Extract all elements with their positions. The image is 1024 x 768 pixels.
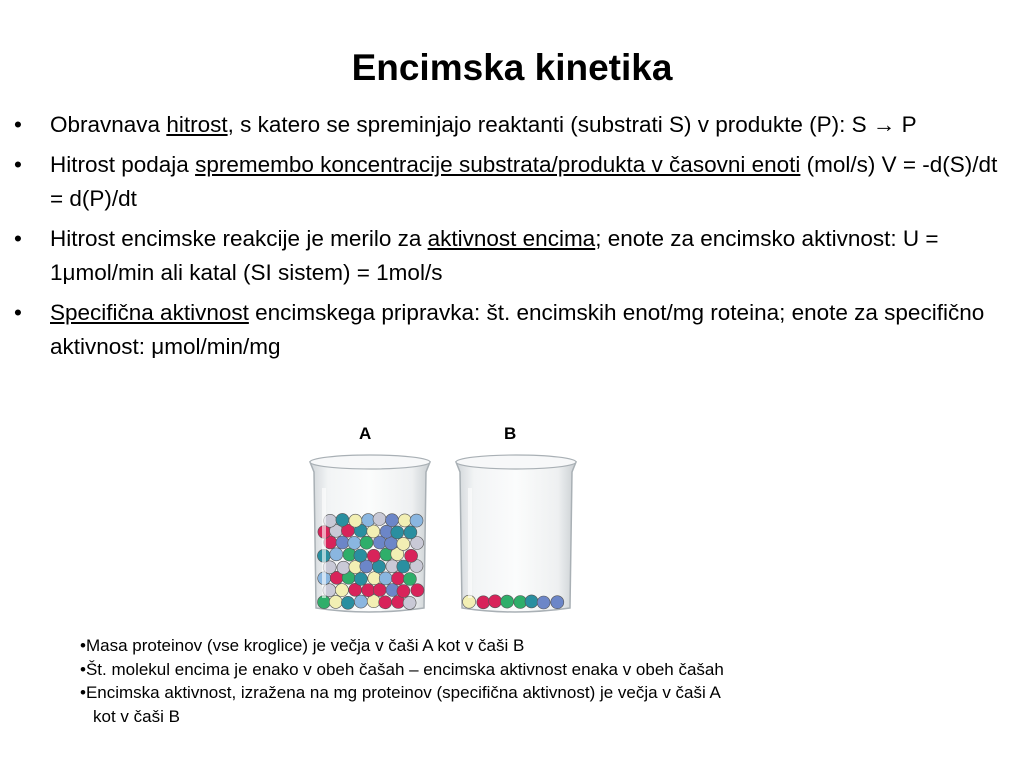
bead <box>391 526 404 539</box>
bullet-item <box>10 148 1010 216</box>
bead <box>336 513 349 526</box>
bead <box>330 548 343 561</box>
bead <box>386 514 399 527</box>
note-line: •Masa proteinov (vse kroglice) je večja v čaši A kot v čaši B <box>80 636 525 655</box>
bead <box>360 536 373 549</box>
bullet-text-post: ; enote za encimsko aktivnost: U = 1μmol/min ali katal (SI sistem) = 1mol/s <box>50 226 939 285</box>
bullet-item <box>10 108 1010 142</box>
bead <box>379 596 392 609</box>
bead <box>379 572 392 585</box>
notes <box>80 634 980 728</box>
bead <box>367 549 380 562</box>
beaker-b <box>456 455 576 612</box>
bead <box>341 596 354 609</box>
bead <box>398 514 411 527</box>
bead <box>411 584 424 597</box>
bullet-dot: • <box>14 112 22 137</box>
bullet-text-pre: Hitrost encimske reakcije je merilo za <box>50 226 428 251</box>
bullet-text-underlined: aktivnost encima <box>427 226 596 251</box>
bead <box>336 536 349 549</box>
note-line: kot v čaši B <box>93 706 180 726</box>
bead <box>335 584 348 597</box>
bead <box>405 549 418 562</box>
bullet-text-pre: Hitrost podaja <box>50 152 196 177</box>
bullet-text-post: encimskega pripravka: št. encimskih enot/mg roteina; enote za specifično aktivnost: μmol/min/mg <box>50 300 985 359</box>
note-line: •Encimska aktivnost, izražena na mg proteinov (specifična aktivnost) je večja v čaši A <box>80 683 721 702</box>
beaker-a <box>310 455 430 612</box>
bead <box>337 561 350 574</box>
bead <box>373 583 386 596</box>
bead <box>404 526 417 539</box>
page-title: Encimska kinetika <box>351 47 673 88</box>
bead <box>392 572 405 585</box>
bead <box>362 514 375 527</box>
bead <box>354 595 367 608</box>
bead <box>397 585 410 598</box>
bullet-dot: • <box>14 226 22 251</box>
beaker-b-label: B <box>504 424 517 443</box>
note-line: •Št. molekul encima je enako v obeh čašah – encimska aktivnost enaka v obeh čašah <box>80 659 724 679</box>
bead <box>373 513 386 526</box>
bead <box>489 595 502 608</box>
bead <box>354 572 367 585</box>
bead <box>397 537 410 550</box>
bead <box>354 549 367 562</box>
bullet-item <box>10 222 1010 290</box>
bullet-text-underlined: Specifična aktivnost <box>50 300 249 325</box>
bead <box>403 596 416 609</box>
bead <box>349 514 362 527</box>
bullet-text-underlined: spremembo koncentracije substrata/produkta v časovni enoti <box>195 152 801 177</box>
bead <box>362 584 375 597</box>
bead <box>537 596 550 609</box>
beaker-a-label: A <box>359 424 372 443</box>
bead <box>397 560 410 573</box>
beakers-illustration <box>300 448 590 620</box>
bullet-list <box>10 108 1010 370</box>
bullet-item <box>10 296 1010 364</box>
bead <box>410 514 423 527</box>
bead <box>477 596 490 609</box>
bullet-text-post: (mol/s) V = -d(S)/dt = d(P)/dt <box>50 152 998 211</box>
bullet-text-underlined: hitrost <box>166 112 228 137</box>
bullet-text-post: , s katero se spreminjajo reaktanti (substrati S) v produkte (P): S → P <box>227 112 917 137</box>
bead <box>368 572 381 585</box>
bead <box>551 596 564 609</box>
bead <box>403 573 416 586</box>
bead <box>329 595 342 608</box>
bead <box>525 595 538 608</box>
bead <box>348 536 361 549</box>
bullet-dot: • <box>14 152 22 177</box>
bullet-dot: • <box>14 300 22 325</box>
bullet-text-pre: Obravnava <box>50 112 167 137</box>
bead <box>501 595 514 608</box>
